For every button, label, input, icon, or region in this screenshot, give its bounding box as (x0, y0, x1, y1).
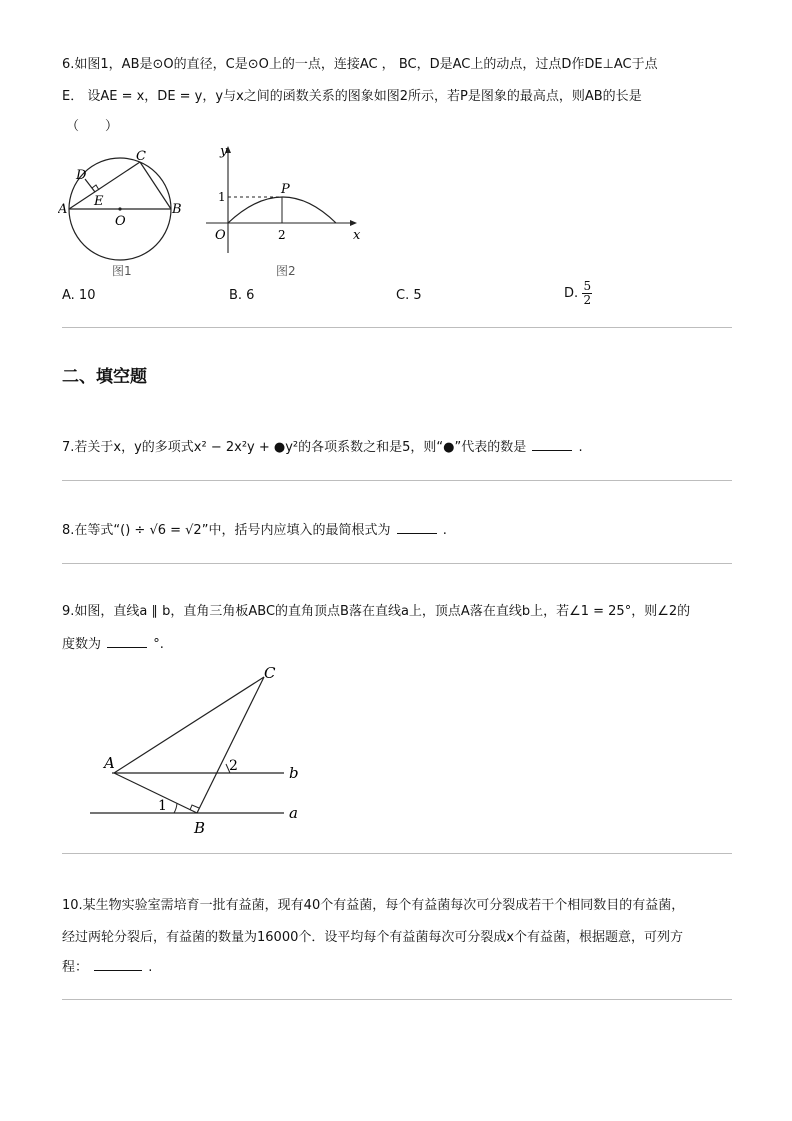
q9-end: °. (153, 637, 164, 652)
label-o: O (115, 214, 126, 229)
label-line-b: b (289, 764, 299, 782)
q10-line3-prefix: 程： (62, 960, 89, 975)
label-two: 2 (278, 228, 286, 242)
label-d: D (76, 168, 87, 183)
label-angle-1: 1 (158, 798, 167, 814)
label-line-a: a (289, 804, 298, 822)
label-c: C (136, 149, 146, 164)
q10-answer-blank[interactable] (94, 958, 142, 971)
option-b[interactable]: B. 6 (229, 288, 255, 303)
q6-figure1 (58, 148, 188, 278)
q9-line2 (62, 635, 164, 655)
chord-bc (140, 162, 171, 209)
q8-end: . (442, 523, 447, 538)
label-y: y (220, 144, 228, 159)
q9-figure (86, 660, 316, 840)
q10-end: . (148, 960, 153, 975)
section-title: 二、填空题 (62, 367, 147, 387)
divider-5 (62, 999, 732, 1000)
figure1-caption: 图1 (112, 264, 132, 278)
q8-answer-blank[interactable] (397, 521, 437, 534)
q6-figure2 (198, 143, 368, 258)
label-b-vertex: B (194, 819, 206, 837)
fraction-denominator: 2 (583, 293, 592, 307)
q8-text: 8.在等式“() ÷ √6 = √2”中，括号内应填入的最简根式为 (62, 523, 391, 538)
q7 (62, 438, 583, 458)
label-a: A (58, 202, 68, 217)
label-one: 1 (218, 190, 226, 204)
side-cb (197, 677, 264, 813)
q9-line2-text: 度数为 (62, 637, 102, 652)
q10-line2: 经过两轮分裂后，有益菌的数量为16000个．设平均每个有益菌每次可分裂成x个有益菌，根据题意，可列方 (62, 930, 684, 945)
center-dot (118, 207, 121, 210)
divider-2 (62, 480, 732, 481)
label-origin: O (215, 228, 226, 243)
option-a[interactable]: A. 10 (62, 288, 96, 303)
q7-text: 7.若关于x，y的多项式x² − 2x²y + ●y²的各项系数之和是5，则“●”代表的数是 (62, 440, 527, 455)
label-a-vertex: A (104, 754, 115, 772)
divider-1 (62, 327, 732, 328)
right-angle-mark-b (190, 805, 199, 810)
option-d-fraction (582, 280, 592, 307)
q9-line1: 9.如图，直线a ∥ b，直角三角板ABC的直角顶点B落在直线a上，顶点A落在直线b上，若∠1 = 25°，则∠2的 (62, 604, 691, 619)
label-c-vertex: C (264, 664, 276, 682)
divider-4 (62, 853, 732, 854)
side-ab (114, 773, 197, 813)
q7-end: . (578, 440, 583, 455)
angle-1-arc (174, 803, 177, 813)
divider-3 (62, 563, 732, 564)
figure2-caption: 图2 (276, 264, 296, 278)
label-b: B (172, 202, 182, 217)
q8 (62, 521, 447, 541)
q10-line3 (62, 958, 152, 978)
option-d[interactable] (564, 280, 592, 307)
side-ac (114, 677, 264, 773)
q6-line1: 6.如图1，AB是⊙O的直径，C是⊙O上的一点，连接AC ， BC，D是AC上的动点，过点D作DE⊥AC于点 (62, 57, 658, 72)
fraction-numerator: 5 (583, 279, 592, 293)
segment-de (85, 179, 95, 192)
q6-line2: E． 设AE = x，DE = y，y与x之间的函数关系的图象如图2所示，若P是图象的最高点，则AB的长是 (62, 89, 642, 104)
q9-answer-blank[interactable] (107, 635, 147, 648)
label-e: E (94, 194, 104, 209)
label-x: x (353, 228, 361, 243)
label-angle-2: 2 (229, 758, 238, 774)
option-d-label: D. (564, 286, 579, 301)
q10-line1: 10.某生物实验室需培育一批有益菌，现有40个有益菌，每个有益菌每次可分裂成若干个相同数目的有益菌， (62, 898, 685, 913)
q7-answer-blank[interactable] (532, 438, 572, 451)
label-p: P (281, 182, 290, 197)
q6-line3: （ ） (66, 119, 119, 134)
option-c[interactable]: C. 5 (396, 288, 422, 303)
x-axis-arrow-icon (350, 220, 357, 226)
